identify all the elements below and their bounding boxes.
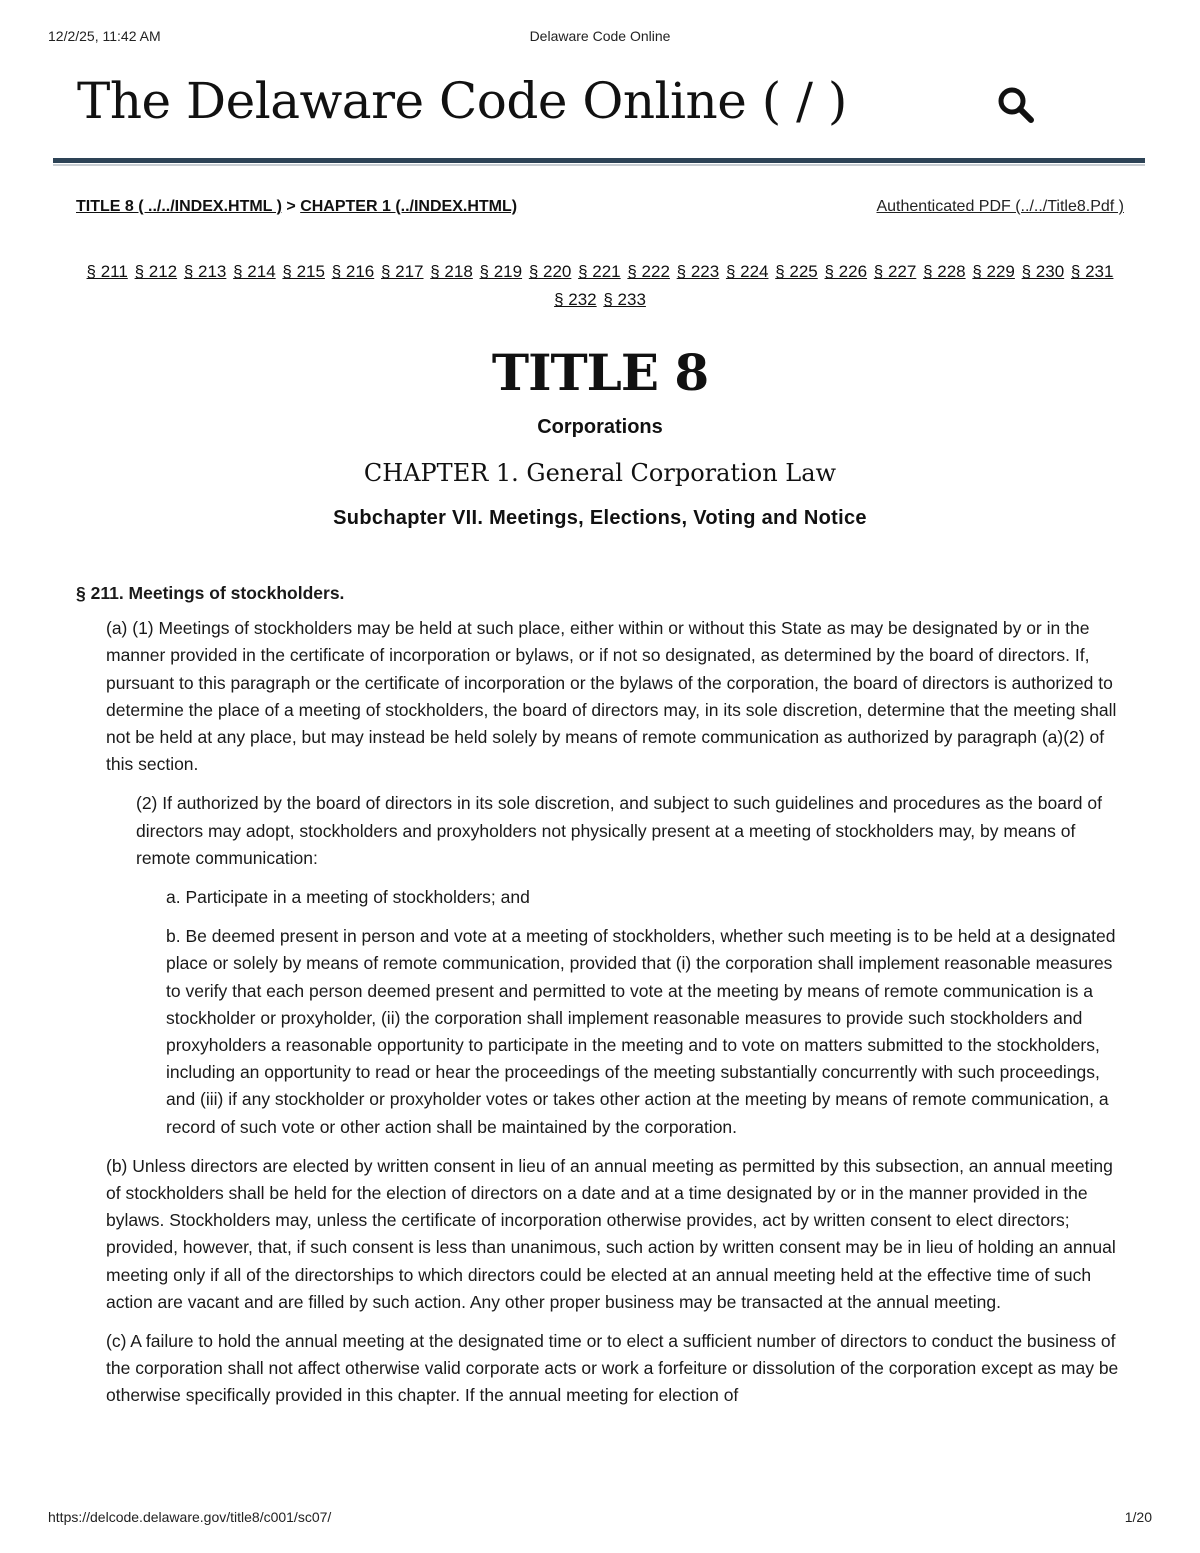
paragraph-a2b: b. Be deemed present in person and vote at a meeting of stockholders, whether such meeting is to be held at a designated place or solely by means of remote communication, provided that (i) the corporation shall implement reasonable measures to verify that each person deemed present and permitted to vote at the meeting by means of remote communication is a stockholder or proxyholder, (ii) the corporation shall implement reasonable measures to provide such stockholders and proxyholders a reasonable opportunity to participate in the meeting and to vote on matters submitted to the stockholders, including an opportunity to read or hear the proceedings of the meeting substantially concurrently with such proceedings, and (iii) if any stockholder or proxyholder votes or takes other action at the meeting by means of remote communication, a record of such vote or other action shall be maintained by the corporation. [166, 926, 1116, 1137]
paragraph-c: (c) A failure to hold the annual meeting at the designated time or to elect a sufficient number of directors to conduct the business of the corporation shall not affect otherwise valid corporate acts or work a forfeiture or dissolution of the corporation except as may be otherwise specifically provided in this chapter. If the annual meeting for election of [106, 1331, 1119, 1406]
section-link[interactable]: § 224 [725, 262, 769, 281]
page-url: https://delcode.delaware.gov/title8/c001/sc07/ [48, 1509, 332, 1525]
paragraph-b: (b) Unless directors are elected by written consent in lieu of an annual meeting as permitted by this subsection, an annual meeting of stockholders shall be held for the election of directors on a date and at a time designated by or in the manner provided in the bylaws. Stockholders may, unless the certificate of incorporation otherwise provides, act by written consent to elect directors; provided, however, that, if such consent is less than unanimous, such action by written consent may be in lieu of holding an annual meeting only if all of the directorships to which directors could be elected at an annual meeting held at the effective time of such action are vacant and are filled by such action. Any other proper business may be transacted at the annual meeting. [106, 1155, 1116, 1312]
page-number: 1/20 [1124, 1509, 1152, 1525]
section-link[interactable]: § 229 [972, 262, 1015, 281]
section-link[interactable]: § 228 [923, 262, 966, 281]
section-heading: § 211. Meetings of stockholders. [76, 583, 345, 603]
paragraph-a1: (a) (1) Meetings of stockholders may be held at such place, either within or without this State as may be designated by or in the manner provided in the certificate of incorporation or bylaws, or if not so designated, as determined by the board of directors. If, pursuant to this paragraph or the certificate of incorporation or the bylaws of the corporation, the board of directors is authorized to determine the place of a meeting of stockholders, the board of directors may, in its sole discretion, determine that the meeting shall not be held at any place, but may instead be held solely by means of remote communication as authorized by paragraph (a)(2) of this section. [106, 618, 1117, 775]
section-link[interactable]: § 220 [528, 262, 572, 281]
section-body [76, 580, 1126, 1422]
print-footer [48, 1509, 1152, 1529]
section-nav [80, 258, 1120, 314]
section-link[interactable]: § 221 [578, 262, 621, 281]
section-link[interactable]: § 212 [134, 262, 178, 281]
breadcrumb-separator: > [286, 198, 296, 215]
section-link[interactable]: § 216 [331, 262, 375, 281]
section-link[interactable]: § 223 [676, 262, 720, 281]
site-title-link[interactable]: The Delaware Code Online ( / ) [77, 72, 847, 130]
print-header [48, 28, 1152, 48]
paragraph-a2a: a. Participate in a meeting of stockholders; and [166, 887, 530, 908]
title-name: Corporations [537, 416, 663, 438]
paragraph-a2: (2) If authorized by the board of directors in its sole discretion, and subject to such guidelines and procedures as the board of directors may adopt, stockholders and proxyholders not physically present at a meeting of stockholders may, by means of remote communication: [136, 793, 1102, 868]
section-link[interactable]: § 222 [627, 262, 670, 281]
section-link[interactable]: § 225 [775, 262, 818, 281]
print-date: 12/2/25, 11:42 AM [48, 28, 161, 44]
breadcrumb [76, 198, 1124, 220]
section-link[interactable]: § 232 [554, 290, 597, 309]
section-link[interactable]: § 214 [233, 262, 276, 281]
section-link[interactable]: § 211 [86, 262, 128, 281]
site-header [53, 70, 1145, 163]
breadcrumb-chapter-link[interactable]: CHAPTER 1 (../INDEX.HTML) [300, 198, 518, 215]
section-link[interactable]: § 227 [873, 262, 917, 281]
section-link[interactable]: § 233 [603, 290, 646, 309]
section-link[interactable]: § 230 [1021, 262, 1065, 281]
print-page-title: Delaware Code Online [529, 28, 671, 44]
section-link[interactable]: § 217 [380, 262, 424, 281]
breadcrumb-title-link[interactable]: TITLE 8 ( ../../INDEX.HTML ) [76, 198, 282, 215]
chapter-heading: CHAPTER 1. General Corporation Law [363, 459, 837, 487]
title-heading: TITLE 8 [491, 343, 709, 402]
section-link[interactable]: § 231 [1070, 262, 1114, 281]
authenticated-pdf-link[interactable]: Authenticated PDF (../../Title8.Pdf ) [876, 198, 1124, 215]
section-link[interactable]: § 218 [430, 262, 473, 281]
title-block [80, 340, 1120, 530]
section-link[interactable]: § 213 [183, 262, 227, 281]
section-link[interactable]: § 219 [479, 262, 523, 281]
subchapter-heading: Subchapter VII. Meetings, Elections, Voting and Notice [333, 507, 867, 529]
section-link[interactable]: § 226 [824, 262, 868, 281]
section-link[interactable]: § 215 [282, 262, 325, 281]
search-icon[interactable] [995, 84, 1037, 126]
